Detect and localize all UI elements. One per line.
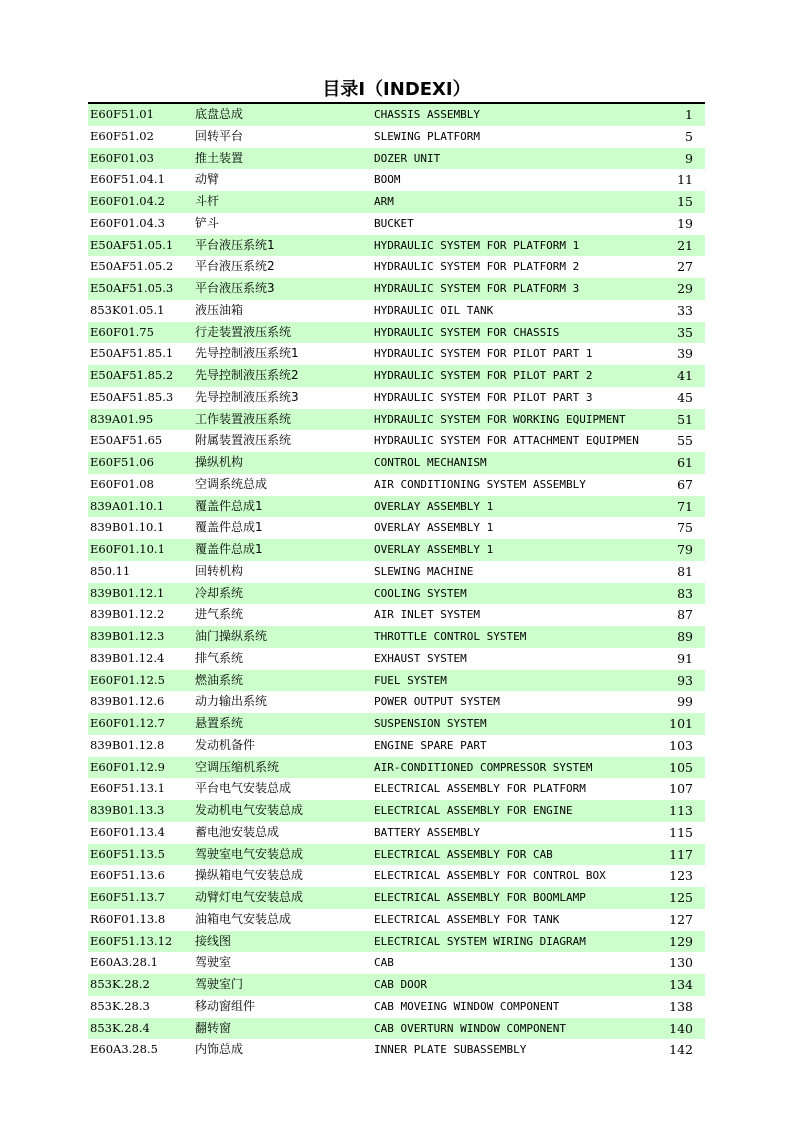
part-code: E60F51.13.5	[90, 846, 165, 861]
chinese-title: 油箱电气安装总成	[195, 911, 292, 926]
part-code: E60F01.12.5	[90, 672, 165, 687]
chinese-title: 发动机备件	[195, 737, 256, 752]
page-number: 91	[677, 650, 693, 666]
page-number: 1	[685, 107, 693, 122]
english-title: OVERLAY ASSEMBLY 1	[374, 543, 494, 556]
english-title: ENGINE SPARE PART	[374, 738, 487, 752]
part-code: E50AF51.85.1	[90, 346, 174, 361]
part-code: E50AF51.85.3	[90, 389, 174, 404]
english-title: BATTERY ASSEMBLY	[374, 825, 480, 839]
index-row	[88, 648, 705, 670]
page-number: 113	[669, 803, 693, 818]
page-number: 67	[677, 476, 693, 492]
page-number: 81	[677, 563, 693, 579]
index-table	[88, 104, 705, 1061]
page-number: 5	[685, 128, 693, 144]
english-title: CAB MOVEING WINDOW COMPONENT	[374, 999, 560, 1013]
page-number: 9	[685, 150, 693, 166]
english-title: AIR-CONDITIONED COMPRESSOR SYSTEM	[374, 760, 593, 774]
chinese-title: 动力输出系统	[195, 694, 268, 709]
page-number: 140	[669, 1020, 693, 1036]
part-code: 853K.28.2	[90, 977, 150, 991]
part-code: E60F51.13.7	[90, 890, 165, 904]
index-row	[88, 887, 705, 909]
part-code: 850.11	[90, 563, 131, 578]
english-title: OVERLAY ASSEMBLY 1	[374, 521, 494, 535]
index-row	[88, 952, 705, 974]
page-number: 142	[669, 1042, 693, 1058]
english-title: HYDRAULIC SYSTEM FOR CHASSIS	[374, 325, 560, 339]
part-code: E50AF51.05.1	[90, 237, 174, 252]
english-title: ELECTRICAL SYSTEM WIRING DIAGRAM	[374, 934, 586, 948]
index-row	[88, 256, 705, 278]
chinese-title: 平台液压系统1	[195, 237, 275, 252]
english-title: ELECTRICAL ASSEMBLY FOR CAB	[374, 847, 553, 861]
english-title: BUCKET	[374, 216, 414, 230]
page-number: 138	[669, 998, 693, 1014]
page-number: 33	[677, 302, 693, 318]
english-title: ELECTRICAL ASSEMBLY FOR BOOMLAMP	[374, 891, 586, 904]
page-number: 89	[677, 629, 693, 644]
english-title: ARM	[374, 195, 394, 208]
english-title: BOOM	[374, 173, 401, 187]
chinese-title: 行走装置液压系统	[195, 324, 292, 339]
part-code: E60F51.06	[90, 455, 154, 469]
part-code: 839B01.12.2	[90, 607, 165, 622]
index-row	[88, 126, 705, 148]
english-title: CHASSIS ASSEMBLY	[374, 108, 480, 121]
chinese-title: 斗杆	[195, 194, 220, 208]
part-code: E60F51.13.1	[90, 781, 165, 796]
part-code: E60F01.04.2	[90, 194, 165, 208]
page-number: 93	[677, 672, 693, 688]
part-code: 853K01.05.1	[90, 302, 165, 317]
chinese-title: 覆盖件总成1	[195, 520, 263, 535]
index-row	[88, 974, 705, 996]
english-title: AIR INLET SYSTEM	[374, 608, 480, 622]
chinese-title: 覆盖件总成1	[195, 542, 263, 556]
page-number: 11	[677, 172, 693, 188]
page-number: 15	[677, 194, 693, 209]
chinese-title: 工作装置液压系统	[195, 411, 292, 426]
index-row	[88, 517, 705, 539]
chinese-title: 操纵机构	[195, 455, 244, 469]
part-code: E60F01.03	[90, 150, 154, 165]
page-number: 130	[669, 955, 693, 971]
index-row	[88, 931, 705, 953]
page-number: 123	[669, 868, 693, 884]
index-row	[88, 148, 705, 170]
index-row	[88, 409, 705, 431]
part-code: E60F51.04.1	[90, 172, 165, 187]
part-code: E60F51.02	[90, 128, 154, 143]
index-row	[88, 365, 705, 387]
english-title: HYDRAULIC SYSTEM FOR PILOT PART 2	[374, 369, 593, 382]
index-row	[88, 604, 705, 626]
chinese-title: 移动窗组件	[195, 998, 256, 1013]
part-code: E60F01.10.1	[90, 542, 165, 556]
index-row	[88, 822, 705, 844]
chinese-title: 油门操纵系统	[195, 629, 268, 643]
part-code: E60F01.75	[90, 324, 154, 339]
part-code: E60F51.13.12	[90, 933, 173, 948]
part-code: 839A01.10.1	[90, 498, 165, 513]
page-number: 35	[677, 324, 693, 340]
chinese-title: 悬置系统	[195, 716, 244, 730]
part-code: E60F51.01	[90, 107, 154, 121]
index-row	[88, 626, 705, 648]
english-title: OVERLAY ASSEMBLY 1	[374, 499, 494, 513]
index-row	[88, 844, 705, 866]
english-title: ELECTRICAL ASSEMBLY FOR TANK	[374, 912, 560, 926]
english-title: COOLING SYSTEM	[374, 586, 467, 600]
english-title: HYDRAULIC SYSTEM FOR PLATFORM 1	[374, 238, 580, 252]
index-row	[88, 735, 705, 757]
index-row	[88, 1039, 705, 1061]
page-number: 107	[669, 781, 693, 797]
page-number: 115	[669, 824, 693, 840]
chinese-title: 铲斗	[195, 215, 220, 230]
part-code: 853K.28.4	[90, 1020, 150, 1035]
chinese-title: 蓄电池安装总成	[195, 824, 280, 839]
english-title: HYDRAULIC SYSTEM FOR WORKING EQUIPMENT	[374, 412, 626, 426]
page-title: 目录Ⅰ（INDEXⅠ）	[322, 79, 471, 100]
english-title: ELECTRICAL ASSEMBLY FOR PLATFORM	[374, 782, 586, 796]
part-code: E60A3.28.5	[90, 1042, 158, 1057]
chinese-title: 附属装置液压系统	[195, 433, 292, 448]
part-code: R60F01.13.8	[90, 911, 166, 926]
english-title: EXHAUST SYSTEM	[374, 651, 467, 665]
index-row	[88, 474, 705, 496]
index-row	[88, 561, 705, 583]
part-code: 839B01.12.1	[90, 585, 165, 600]
page-number: 55	[677, 433, 693, 449]
index-row	[88, 539, 705, 561]
page-number: 27	[677, 259, 693, 275]
index-row	[88, 691, 705, 713]
index-row	[88, 213, 705, 235]
part-code: 839B01.12.6	[90, 694, 165, 709]
chinese-title: 驾驶室电气安装总成	[195, 846, 304, 861]
part-code: E60F01.04.3	[90, 215, 165, 230]
page-number: 99	[677, 694, 693, 710]
index-row	[88, 865, 705, 887]
chinese-title: 动臂灯电气安装总成	[195, 890, 304, 904]
page-number: 41	[677, 368, 693, 383]
index-row	[88, 800, 705, 822]
chinese-title: 先导控制液压系统2	[195, 368, 299, 382]
index-row	[88, 996, 705, 1018]
chinese-title: 动臂	[195, 172, 220, 187]
page-number: 105	[669, 759, 693, 775]
part-code: E60A3.28.1	[90, 955, 158, 970]
english-title: CAB OVERTURN WINDOW COMPONENT	[374, 1021, 567, 1035]
chinese-title: 回转平台	[195, 128, 244, 143]
chinese-title: 进气系统	[195, 607, 244, 622]
english-title: HYDRAULIC SYSTEM FOR PILOT PART 1	[374, 347, 593, 361]
chinese-title: 燃油系统	[195, 672, 244, 687]
english-title: HYDRAULIC SYSTEM FOR PLATFORM 3	[374, 282, 580, 295]
part-code: 839B01.12.4	[90, 650, 165, 665]
index-row	[88, 1018, 705, 1040]
english-title: INNER PLATE SUBASSEMBLY	[374, 1043, 527, 1057]
english-title: SUSPENSION SYSTEM	[374, 717, 487, 730]
index-row	[88, 322, 705, 344]
page-number: 129	[669, 933, 693, 949]
part-code: E60F01.13.4	[90, 824, 165, 839]
part-code: 839B01.12.8	[90, 737, 165, 752]
index-row	[88, 343, 705, 365]
english-title: HYDRAULIC SYSTEM FOR ATTACHMENT EQUIPMEN	[374, 434, 639, 448]
page-number: 87	[677, 607, 693, 623]
chinese-title: 操纵箱电气安装总成	[195, 868, 304, 883]
chinese-title: 平台液压系统3	[195, 281, 275, 295]
chinese-title: 底盘总成	[195, 107, 244, 121]
english-title: CONTROL MECHANISM	[374, 456, 487, 469]
page-number: 101	[669, 716, 693, 731]
chinese-title: 覆盖件总成1	[195, 498, 263, 513]
english-title: SLEWING PLATFORM	[374, 129, 480, 143]
part-code: 839B01.13.3	[90, 803, 165, 817]
english-title: ELECTRICAL ASSEMBLY FOR CONTROL BOX	[374, 869, 606, 883]
english-title: AIR CONDITIONING SYSTEM ASSEMBLY	[374, 477, 586, 491]
page-number: 45	[677, 389, 693, 405]
part-code: E50AF51.85.2	[90, 368, 174, 382]
part-code: E50AF51.05.2	[90, 259, 174, 274]
page-number: 117	[669, 846, 693, 862]
chinese-title: 回转机构	[195, 563, 244, 578]
page-number: 125	[669, 890, 693, 905]
part-code: 839A01.95	[90, 411, 154, 426]
part-code: E60F51.13.6	[90, 868, 165, 883]
page-number: 71	[677, 498, 693, 514]
index-row	[88, 452, 705, 474]
english-title: FUEL SYSTEM	[374, 673, 447, 687]
part-code: E50AF51.05.3	[90, 281, 174, 295]
page-number: 75	[677, 520, 693, 536]
index-row	[88, 430, 705, 452]
page-number: 21	[677, 237, 693, 253]
english-title: HYDRAULIC SYSTEM FOR PLATFORM 2	[374, 260, 580, 274]
chinese-title: 先导控制液压系统1	[195, 346, 299, 361]
chinese-title: 平台电气安装总成	[195, 781, 292, 796]
part-code: E60F01.12.9	[90, 759, 165, 774]
part-code: E60F01.12.7	[90, 716, 165, 730]
chinese-title: 平台液压系统2	[195, 259, 275, 274]
index-row	[88, 235, 705, 257]
english-title: HYDRAULIC OIL TANK	[374, 303, 494, 317]
english-title: CAB DOOR	[374, 978, 427, 991]
part-code: 839B01.10.1	[90, 520, 165, 535]
chinese-title: 翻转窗	[195, 1020, 232, 1035]
index-row	[88, 496, 705, 518]
chinese-title: 接线图	[195, 933, 232, 948]
index-row	[88, 387, 705, 409]
index-row	[88, 191, 705, 213]
english-title: THROTTLE CONTROL SYSTEM	[374, 630, 527, 643]
chinese-title: 驾驶室	[195, 955, 232, 970]
english-title: POWER OUTPUT SYSTEM	[374, 695, 500, 709]
index-row	[88, 169, 705, 191]
index-row	[88, 583, 705, 605]
page-number: 79	[677, 542, 693, 557]
chinese-title: 冷却系统	[195, 585, 244, 600]
page-number: 39	[677, 346, 693, 362]
chinese-title: 空调系统总成	[195, 476, 268, 491]
chinese-title: 发动机电气安装总成	[195, 803, 304, 817]
english-title: CAB	[374, 956, 394, 970]
page-number: 83	[677, 585, 693, 601]
index-row	[88, 278, 705, 300]
index-row	[88, 909, 705, 931]
chinese-title: 推土装置	[195, 150, 244, 165]
chinese-title: 排气系统	[195, 650, 244, 665]
index-row	[88, 757, 705, 779]
page-number: 103	[669, 737, 693, 753]
index-row	[88, 104, 705, 126]
index-row	[88, 778, 705, 800]
english-title: SLEWING MACHINE	[374, 564, 474, 578]
chinese-title: 空调压缩机系统	[195, 759, 280, 774]
index-row	[88, 670, 705, 692]
english-title: HYDRAULIC SYSTEM FOR PILOT PART 3	[374, 390, 593, 404]
page-number: 127	[669, 911, 693, 927]
part-code: 839B01.12.3	[90, 629, 165, 643]
chinese-title: 驾驶室门	[195, 977, 244, 991]
page-number: 29	[677, 281, 693, 296]
index-row	[88, 713, 705, 735]
page-number: 134	[669, 977, 693, 992]
part-code: 853K.28.3	[90, 998, 150, 1013]
chinese-title: 内饰总成	[195, 1042, 244, 1057]
english-title: DOZER UNIT	[374, 151, 441, 165]
page-number: 19	[677, 215, 693, 231]
part-code: E50AF51.65	[90, 433, 163, 448]
chinese-title: 液压油箱	[195, 302, 244, 317]
chinese-title: 先导控制液压系统3	[195, 389, 299, 404]
index-row	[88, 300, 705, 322]
page-number: 51	[677, 411, 693, 427]
part-code: E60F01.08	[90, 476, 154, 491]
page-number: 61	[677, 455, 693, 470]
english-title: ELECTRICAL ASSEMBLY FOR ENGINE	[374, 804, 573, 817]
